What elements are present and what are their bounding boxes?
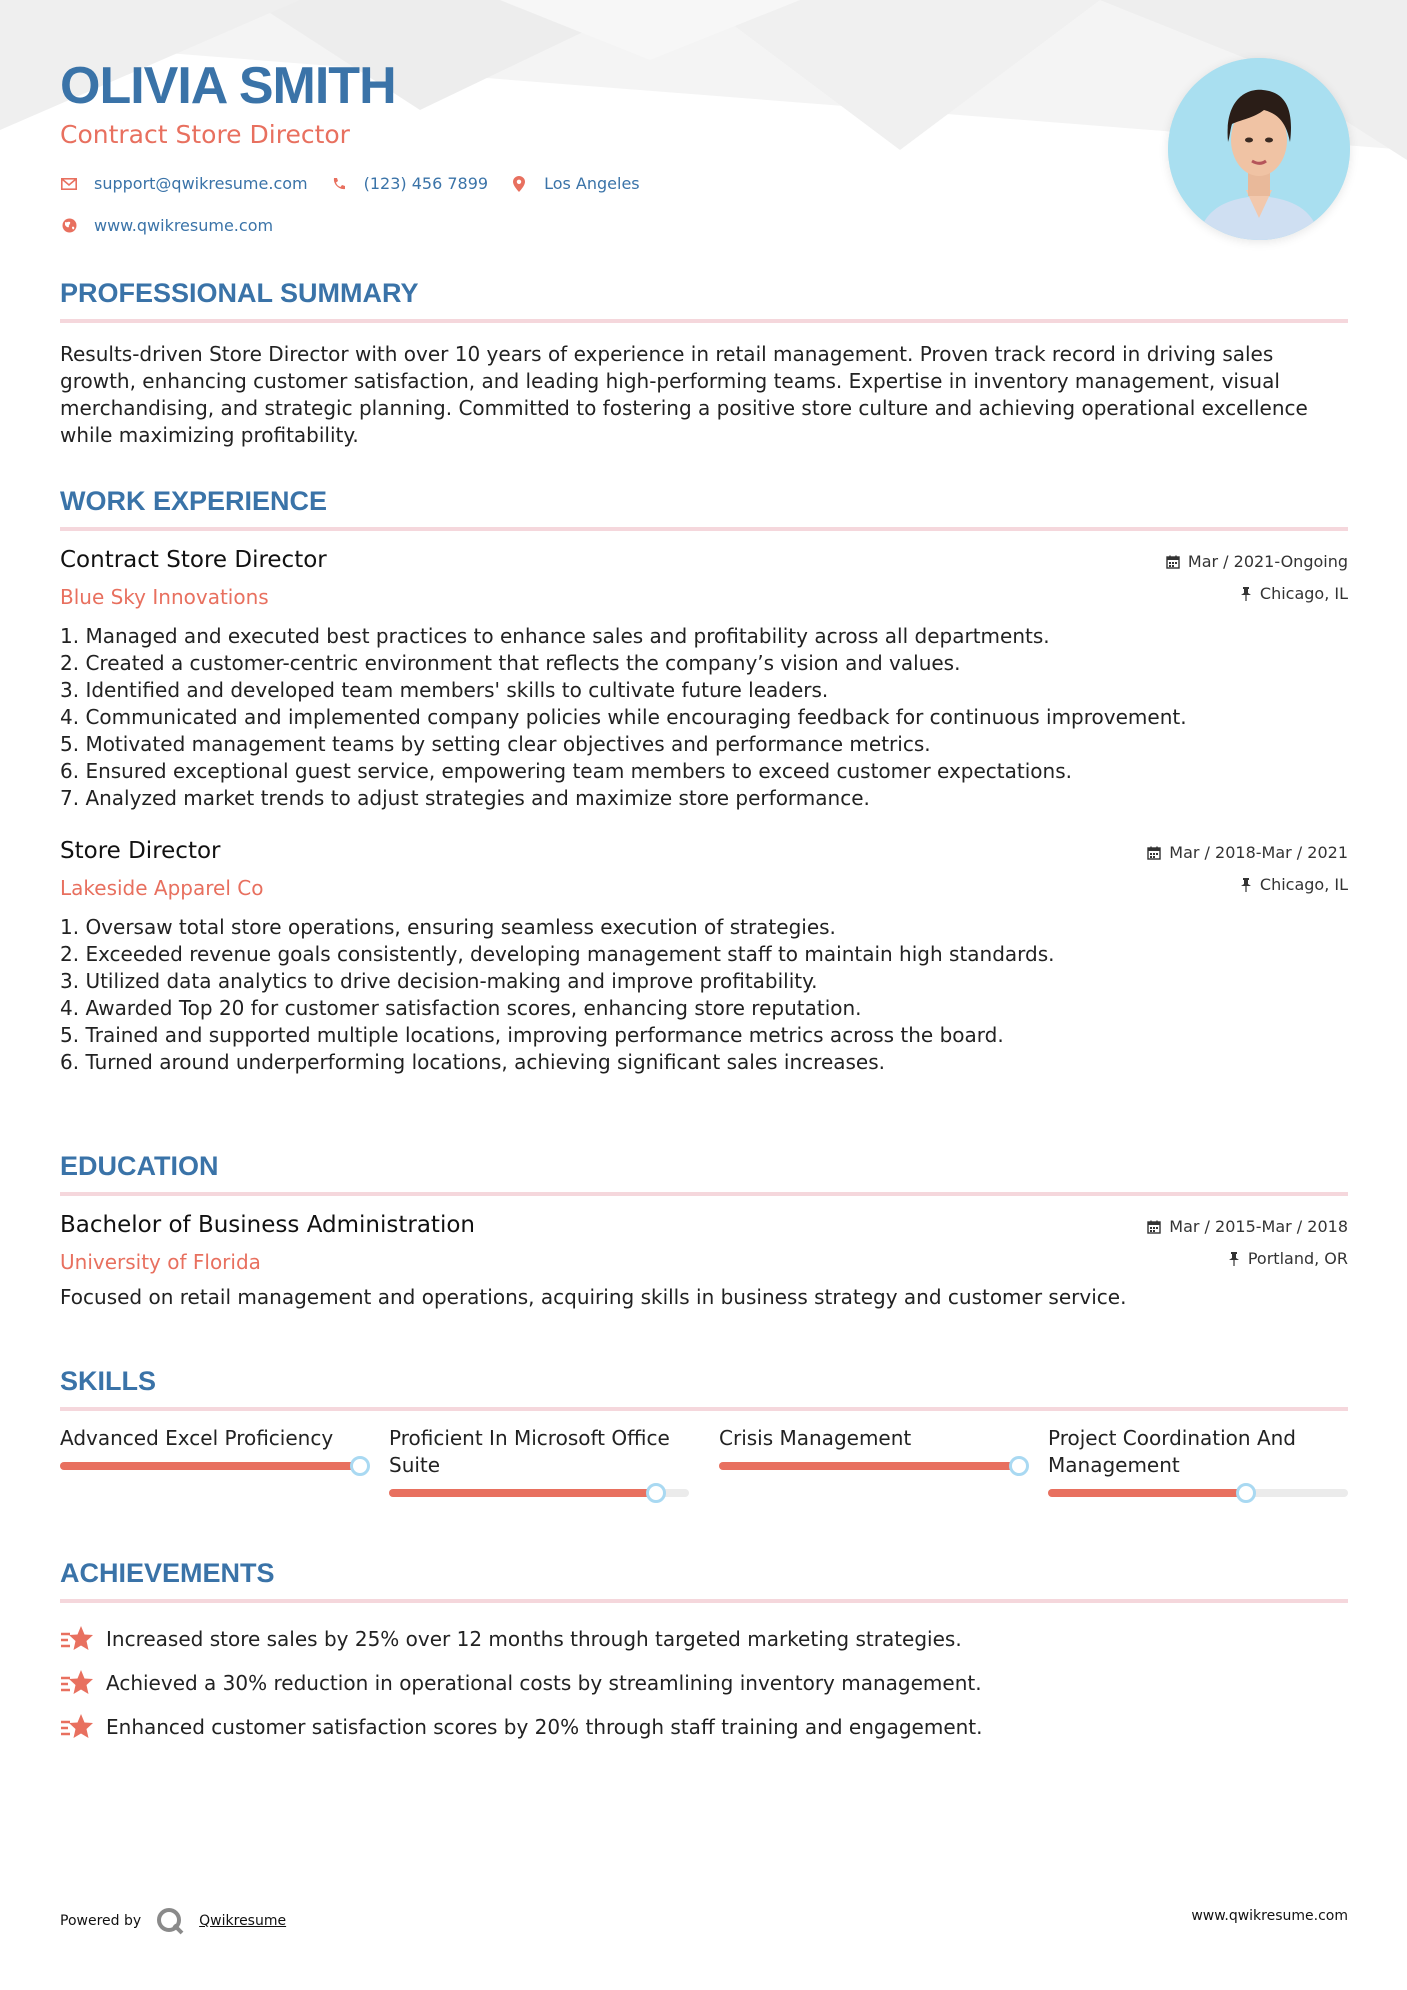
job-title: Store Director xyxy=(60,838,221,864)
achievement-item xyxy=(60,1617,1348,1661)
calendar-icon xyxy=(1147,846,1161,860)
job-date xyxy=(1147,843,1348,862)
phone-icon xyxy=(330,175,348,193)
location-text: Los Angeles xyxy=(544,174,640,193)
experience-section xyxy=(60,486,1348,1076)
list-item: 3. Utilized data analytics to drive decision-making and improve profitability. xyxy=(60,969,818,993)
job-company: Lakeside Apparel Co xyxy=(60,876,264,900)
contact-row xyxy=(60,174,662,193)
achievement-item xyxy=(60,1705,1348,1749)
website-row xyxy=(60,216,295,235)
section-divider xyxy=(60,1192,1348,1196)
duties-list xyxy=(60,914,1348,1076)
skills-heading: SKILLS xyxy=(60,1366,157,1396)
job-entry xyxy=(60,838,1348,1076)
website-link[interactable]: www.qwikresume.com xyxy=(94,216,274,235)
powered-by-label: Powered by xyxy=(60,1913,142,1929)
pushpin-icon xyxy=(1228,1252,1240,1266)
achievement-text: Increased store sales by 25% over 12 months through targeted marketing strategies. xyxy=(106,1627,962,1651)
candidate-role: Contract Store Director xyxy=(60,120,350,149)
achievement-text: Achieved a 30% reduction in operational costs by streamlining inventory management. xyxy=(106,1671,982,1695)
job-location xyxy=(1240,875,1348,894)
list-item: 5. Motivated management teams by setting clear objectives and performance metrics. xyxy=(60,732,931,756)
list-item: 2. Created a customer-centric environment that reflects the company’s vision and values. xyxy=(60,651,961,675)
school-name: University of Florida xyxy=(60,1250,261,1274)
education-section xyxy=(60,1151,1348,1311)
footer-url[interactable]: www.qwikresume.com xyxy=(1191,1908,1348,1924)
job-location-text: Chicago, IL xyxy=(1259,875,1348,894)
list-item: 3. Identified and developed team members' skills to cultivate future leaders. xyxy=(60,678,829,702)
education-location-text: Portland, OR xyxy=(1247,1249,1348,1268)
job-location xyxy=(1240,584,1348,603)
list-item: 6. Ensured exceptional guest service, empowering team members to exceed customer expectations. xyxy=(60,759,1072,783)
summary-heading: PROFESSIONAL SUMMARY xyxy=(60,278,419,308)
list-item: 2. Exceeded revenue goals consistently, developing management staff to maintain high standards. xyxy=(60,942,1055,966)
skill-level-track xyxy=(389,1489,689,1497)
profile-photo xyxy=(1168,58,1350,240)
skill-item xyxy=(60,1425,360,1470)
section-divider xyxy=(60,319,1348,323)
experience-heading: WORK EXPERIENCE xyxy=(60,486,328,516)
pushpin-icon xyxy=(1240,878,1252,892)
skill-level-knob xyxy=(350,1456,370,1476)
calendar-icon xyxy=(1166,555,1180,569)
list-item: 4. Communicated and implemented company policies while encouraging feedback for continuous improvement. xyxy=(60,705,1187,729)
education-date-text: Mar / 2015-Mar / 2018 xyxy=(1169,1217,1348,1236)
page-footer xyxy=(60,1896,1348,1936)
list-item: 7. Analyzed market trends to adjust strategies and maximize store performance. xyxy=(60,786,870,810)
education-date xyxy=(1147,1217,1348,1236)
skill-level-track xyxy=(719,1462,1019,1470)
star-award-icon xyxy=(60,1712,94,1742)
section-divider xyxy=(60,1599,1348,1603)
section-divider xyxy=(60,1407,1348,1411)
skill-name: Proficient In Microsoft Office Suite xyxy=(389,1426,670,1477)
powered-by xyxy=(60,1906,286,1936)
skill-item xyxy=(719,1425,1019,1470)
skill-item xyxy=(389,1425,689,1497)
skill-level-fill xyxy=(389,1489,656,1497)
job-title: Contract Store Director xyxy=(60,547,327,573)
star-award-icon xyxy=(60,1668,94,1698)
skill-item xyxy=(1048,1425,1348,1497)
list-item: 6. Turned around underperforming locations, achieving significant sales increases. xyxy=(60,1050,886,1074)
duties-list xyxy=(60,623,1348,812)
qwikresume-link[interactable]: Qwikresume xyxy=(199,1913,287,1929)
skill-name: Project Coordination And Management xyxy=(1048,1426,1296,1477)
email-link[interactable]: support@qwikresume.com xyxy=(94,174,308,193)
list-item: 5. Trained and supported multiple locations, improving performance metrics across the board. xyxy=(60,1023,1004,1047)
skill-level-fill xyxy=(1048,1489,1246,1497)
skill-name: Advanced Excel Proficiency xyxy=(60,1426,334,1450)
pushpin-icon xyxy=(1240,587,1252,601)
email-icon xyxy=(60,175,78,193)
skills-grid xyxy=(60,1425,1348,1535)
skill-level-track xyxy=(60,1462,360,1470)
achievements-section xyxy=(60,1558,1348,1749)
job-date xyxy=(1166,552,1348,571)
education-location xyxy=(1228,1249,1348,1268)
job-date-text: Mar / 2018-Mar / 2021 xyxy=(1169,843,1348,862)
job-location-text: Chicago, IL xyxy=(1259,584,1348,603)
achievement-item xyxy=(60,1661,1348,1705)
job-entry xyxy=(60,547,1348,812)
globe-icon xyxy=(60,217,78,235)
star-award-icon xyxy=(60,1624,94,1654)
skill-level-fill xyxy=(719,1462,1019,1470)
qwikresume-logo-icon xyxy=(155,1906,185,1936)
achievement-text: Enhanced customer satisfaction scores by 20% through staff training and engagement. xyxy=(106,1715,983,1739)
section-divider xyxy=(60,527,1348,531)
list-item: 4. Awarded Top 20 for customer satisfaction scores, enhancing store reputation. xyxy=(60,996,862,1020)
skill-level-track xyxy=(1048,1489,1348,1497)
skill-level-knob xyxy=(646,1483,666,1503)
skill-level-fill xyxy=(60,1462,360,1470)
list-item: 1. Oversaw total store operations, ensuring seamless execution of strategies. xyxy=(60,915,836,939)
achievements-heading: ACHIEVEMENTS xyxy=(60,1558,275,1588)
summary-section xyxy=(60,278,1348,449)
skill-level-knob xyxy=(1236,1483,1256,1503)
list-item: 1. Managed and executed best practices to enhance sales and profitability across all departments. xyxy=(60,624,1050,648)
education-description: Focused on retail management and operations, acquiring skills in business strategy and customer service. xyxy=(60,1285,1127,1309)
degree-title: Bachelor of Business Administration xyxy=(60,1212,475,1238)
job-date-text: Mar / 2021-Ongoing xyxy=(1187,552,1348,571)
candidate-name: OLIVIA SMITH xyxy=(60,57,396,115)
calendar-icon xyxy=(1147,1220,1161,1234)
summary-text: Results-driven Store Director with over 10 years of experience in retail management. Proven track record in driving sales growth, enhancing customer satisfaction, and leading high-performing teams. Expertise in inventory management, visual merchandising, and strategic planning. Committed to fostering a positive store culture and achieving operational excellence while maximizing profitability. xyxy=(60,342,1308,447)
skills-section xyxy=(60,1366,1348,1535)
education-heading: EDUCATION xyxy=(60,1151,219,1181)
phone-text[interactable]: (123) 456 7899 xyxy=(363,174,489,193)
skill-level-knob xyxy=(1009,1456,1029,1476)
job-company: Blue Sky Innovations xyxy=(60,585,269,609)
skill-name: Crisis Management xyxy=(719,1426,912,1450)
map-pin-icon xyxy=(510,175,528,193)
